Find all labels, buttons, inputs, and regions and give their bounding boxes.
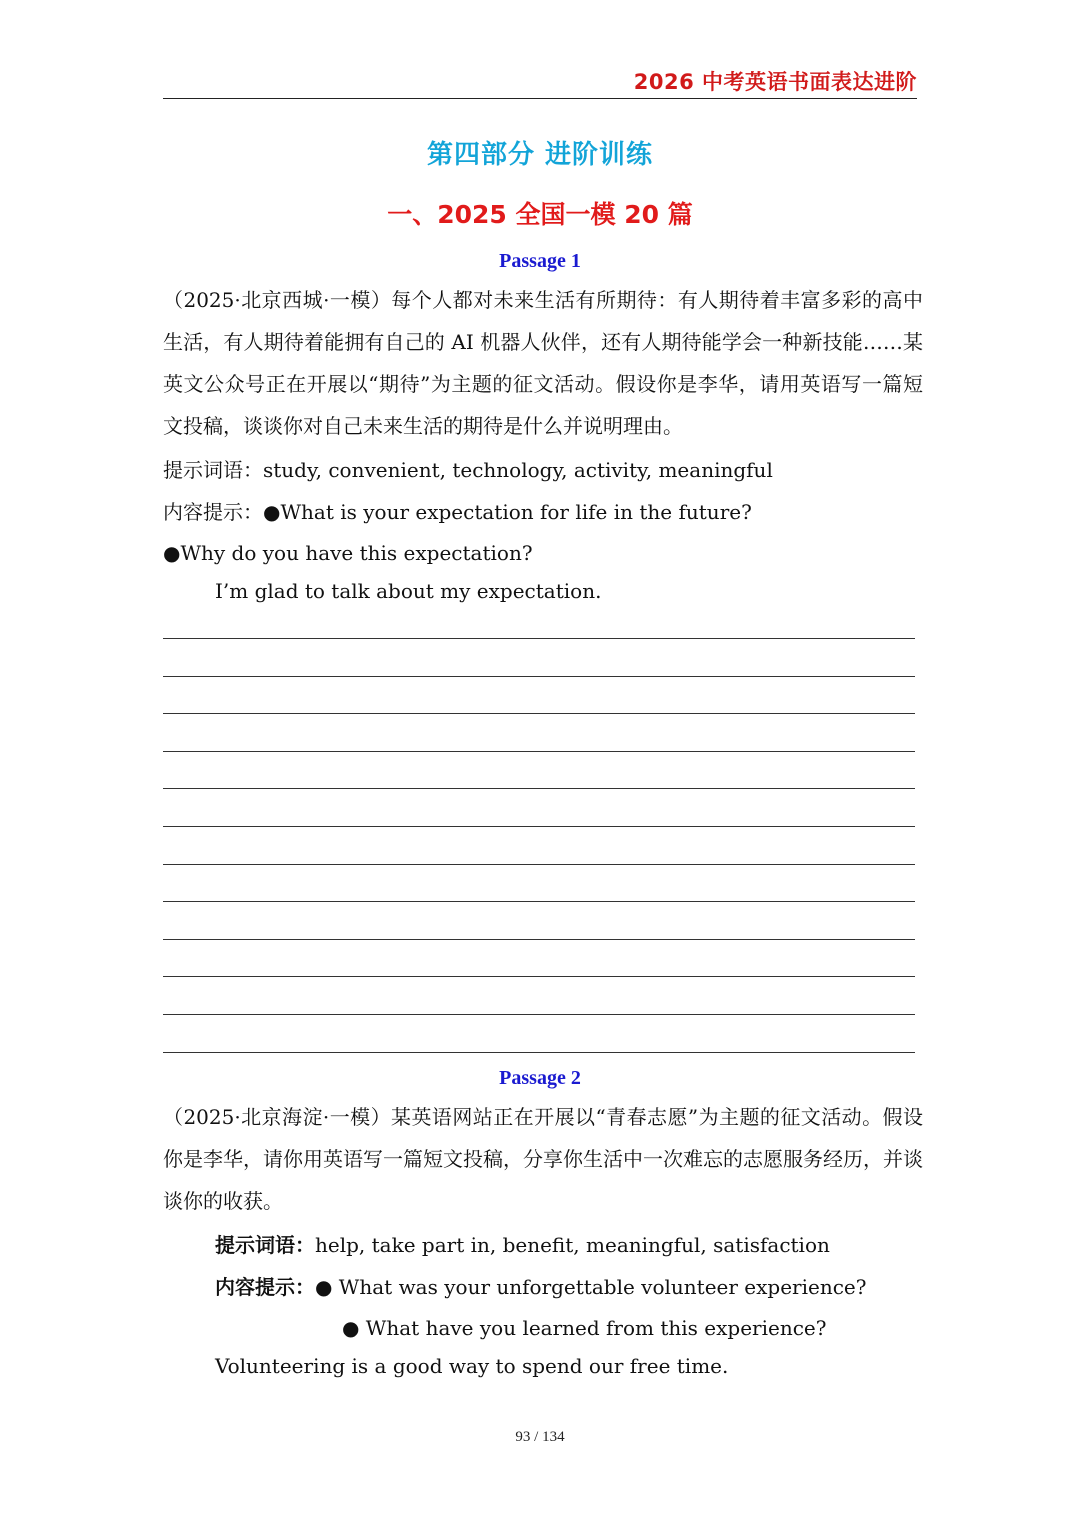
- writing-line: [163, 901, 915, 902]
- page-number: 93 / 134: [515, 1429, 565, 1445]
- passage-1-title: Passage 1: [499, 250, 581, 272]
- passage-2-content-hint-item-2: ● What have you learned from this experience?: [342, 1316, 827, 1340]
- passage-1-opening: I’m glad to talk about my expectation.: [215, 579, 602, 603]
- writing-line: [163, 788, 915, 789]
- hint-words-label: 提示词语：: [163, 458, 263, 482]
- hint-words-text: help, take part in, benefit, meaningful, satisfaction: [315, 1233, 830, 1257]
- writing-line: [163, 976, 915, 977]
- writing-lines: [163, 638, 915, 1089]
- writing-line: [163, 713, 915, 714]
- content-hint-item-1: ● What was your unforgettable volunteer experience?: [315, 1275, 867, 1299]
- writing-line: [163, 939, 915, 940]
- writing-line: [163, 1052, 915, 1053]
- writing-line: [163, 864, 915, 865]
- header-title: 2026 中考英语书面表达进阶: [633, 70, 917, 94]
- content-hint-label: 内容提示：: [215, 1275, 315, 1299]
- writing-line: [163, 826, 915, 827]
- part-title: 第四部分 进阶训练: [426, 140, 654, 170]
- section-title: 一、2025 全国一模 20 篇: [387, 200, 693, 229]
- writing-line: [163, 1014, 915, 1015]
- writing-line: [163, 751, 915, 752]
- passage-1-content-hint: [163, 499, 923, 525]
- content-hint-label: 内容提示：: [163, 500, 263, 524]
- hint-words-label: 提示词语：: [215, 1233, 315, 1257]
- passage-2-content-hint: [215, 1274, 975, 1300]
- content-hint-item-1: ●What is your expectation for life in the future?: [263, 500, 752, 524]
- header-divider: [163, 98, 917, 99]
- passage-1-content-hint-item-2: ●Why do you have this expectation?: [163, 541, 533, 565]
- writing-line: [163, 676, 915, 677]
- passage-2-prompt: （2025·北京海淀·一模）某英语网站正在开展以“青春志愿”为主题的征文活动。假设你是李华，请你用英语写一篇短文投稿，分享你生活中一次难忘的志愿服务经历，并谈谈你的收获。: [163, 1105, 923, 1213]
- passage-2-title: Passage 2: [499, 1067, 581, 1089]
- passage-2-opening: Volunteering is a good way to spend our free time.: [215, 1354, 729, 1378]
- writing-line: [163, 638, 915, 639]
- passage-1-hint-words: [163, 457, 923, 483]
- passage-2-hint-words: [215, 1232, 975, 1258]
- hint-words-text: study, convenient, technology, activity, meaningful: [263, 458, 773, 482]
- passage-1-prompt: （2025·北京西城·一模）每个人都对未来生活有所期待：有人期待着丰富多彩的高中生活，有人期待着能拥有自己的 AI 机器人伙伴，还有人期待能学会一种新技能……某英文公众号正在开展以“期待”为主题的征文活动。假设你是李华，请用英语写一篇短文投稿，谈谈你对自己未来生活的期待是什么并说明理由。: [163, 288, 923, 438]
